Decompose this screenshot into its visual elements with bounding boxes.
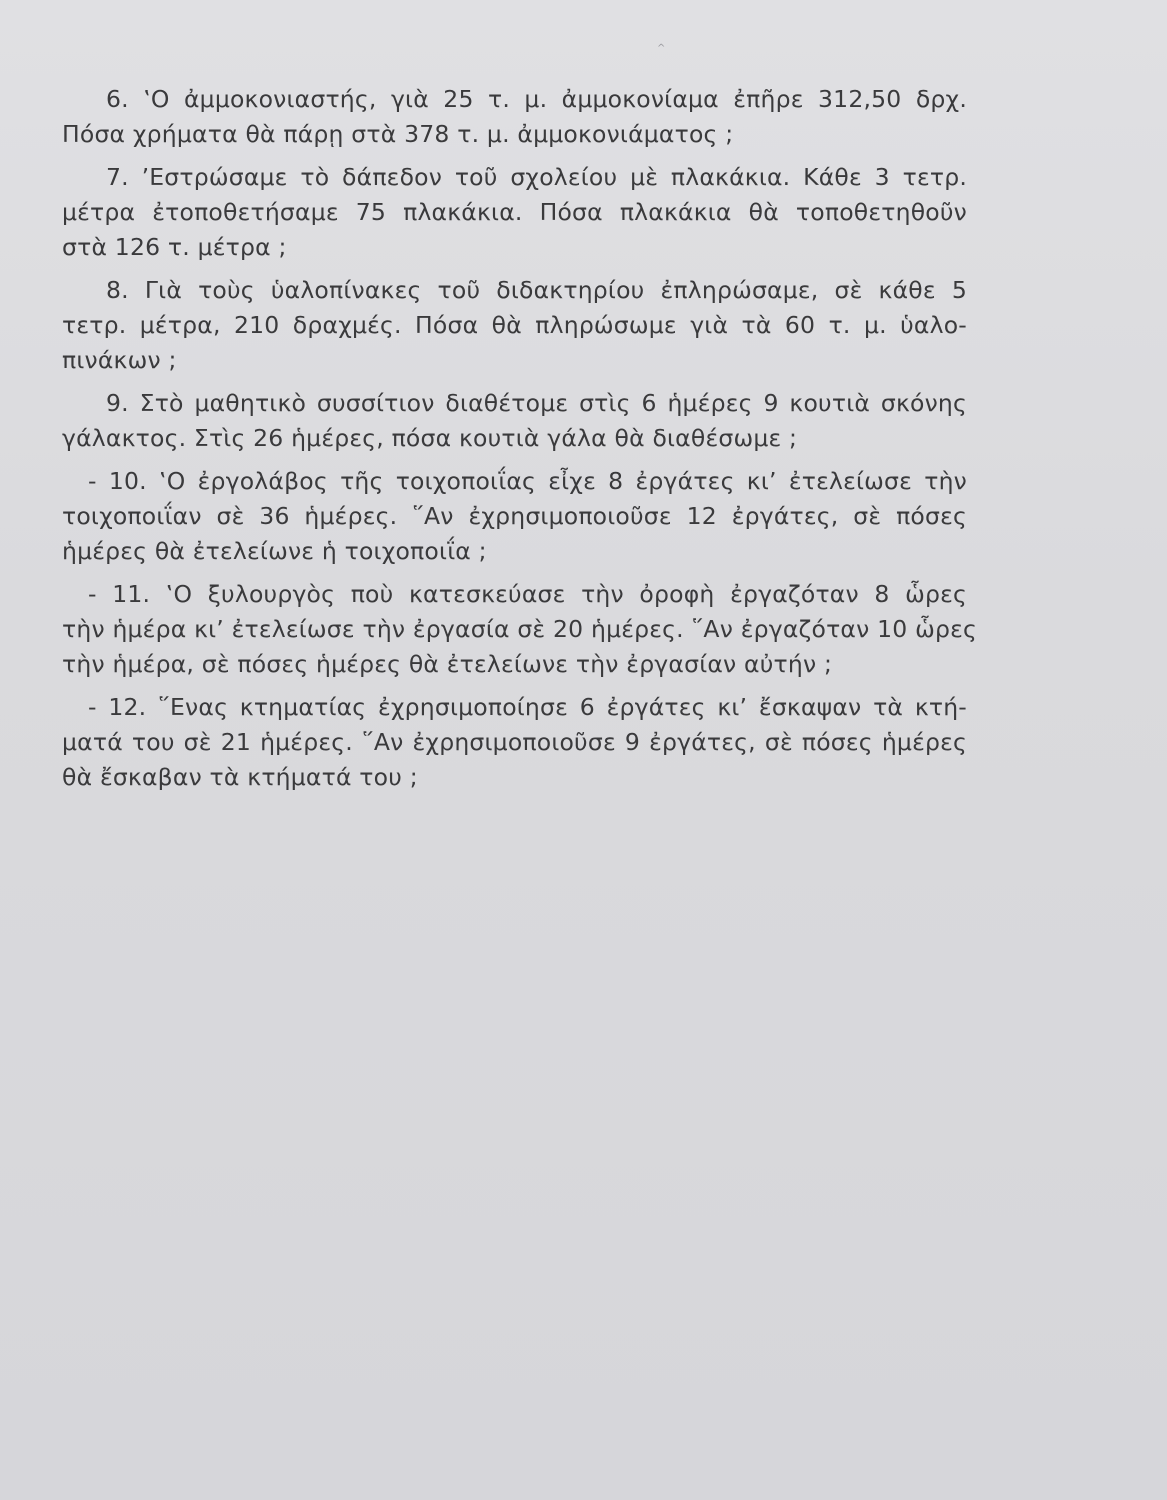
problem-line: τὴν ἡμέρα, σὲ πόσες ἡμέρες θὰ ἐτελείωνε τὴν ἐργασίαν αὐτήν ;: [62, 650, 833, 678]
problem-line: 9. Στὸ μαθητικὸ συσσίτιον διαθέτομε στὶς 6 ἡμέρες 9 κουτιὰ σκόνης: [106, 389, 967, 417]
problem-10: [62, 464, 967, 569]
page-mark: ^: [657, 43, 666, 54]
problem-7: [62, 160, 967, 265]
problem-list: [62, 82, 977, 803]
problem-line: μέτρα ἐτοποθετήσαμε 75 πλακάκια. Πόσα πλακάκια θὰ τοποθετηθοῦν: [62, 198, 967, 226]
problem-8: [62, 273, 967, 378]
problem-line: γάλακτος. Στὶς 26 ἡμέρες, πόσα κουτιὰ γάλα θὰ διαθέσωμε ;: [62, 424, 798, 452]
problem-line: θὰ ἔσκαβαν τὰ κτήματά του ;: [62, 763, 418, 791]
problem-line: Πόσα χρήματα θὰ πάρῃ στὰ 378 τ. μ. ἀμμοκονιάματος ;: [62, 120, 734, 148]
problem-line: 8. Γιὰ τοὺς ὑαλοπίνακες τοῦ διδακτηρίου ἐπληρώσαμε, σὲ κάθε 5: [106, 276, 967, 304]
problem-line: ἡμέρες θὰ ἐτελείωνε ἡ τοιχοποιΐα ;: [62, 537, 487, 565]
problem-line: - 11. ‛Ο ξυλουργὸς ποὺ κατεσκεύασε τὴν ὀροφὴ ἐργαζόταν 8 ὧρες: [88, 580, 967, 608]
problem-9: [62, 386, 967, 456]
problem-line: στὰ 126 τ. μέτρα ;: [62, 233, 287, 261]
problem-line: 6. ‛Ο ἀμμοκονιαστής, γιὰ 25 τ. μ. ἀμμοκονίαμα ἐπῆρε 312,50 δρχ.: [106, 85, 967, 113]
problem-line: τετρ. μέτρα, 210 δραχμές. Πόσα θὰ πληρώσωμε γιὰ τὰ 60 τ. μ. ὑαλο-: [62, 311, 967, 339]
problem-line: τὴν ἡμέρα κι’ ἐτελείωσε τὴν ἐργασία σὲ 20 ἡμέρες. ῞Αν ἐργαζόταν 10 ὧρες: [62, 615, 977, 643]
problem-line: ματά του σὲ 21 ἡμέρες. ῞Αν ἐχρησιμοποιοῦσε 9 ἐργάτες, σὲ πόσες ἡμέρες: [62, 728, 967, 756]
problem-line: πινάκων ;: [62, 346, 177, 374]
problem-line: τοιχοποιΐαν σὲ 36 ἡμέρες. ῞Αν ἐχρησιμοποιοῦσε 12 ἐργάτες, σὲ πόσες: [62, 502, 967, 530]
problem-6: [62, 82, 967, 152]
problem-12: [62, 690, 967, 795]
problem-line: 7. ’Εστρώσαμε τὸ δάπεδον τοῦ σχολείου μὲ πλακάκια. Κάθε 3 τετρ.: [106, 163, 967, 191]
problem-line: - 12. ῞Ενας κτηματίας ἐχρησιμοποίησε 6 ἐργάτες κι’ ἔσκαψαν τὰ κτή-: [88, 693, 967, 721]
problem-line: - 10. ‛Ο ἐργολάβος τῆς τοιχοποιΐας εἶχε 8 ἐργάτες κι’ ἐτελείωσε τὴν: [88, 467, 967, 495]
problem-11: [62, 577, 977, 682]
